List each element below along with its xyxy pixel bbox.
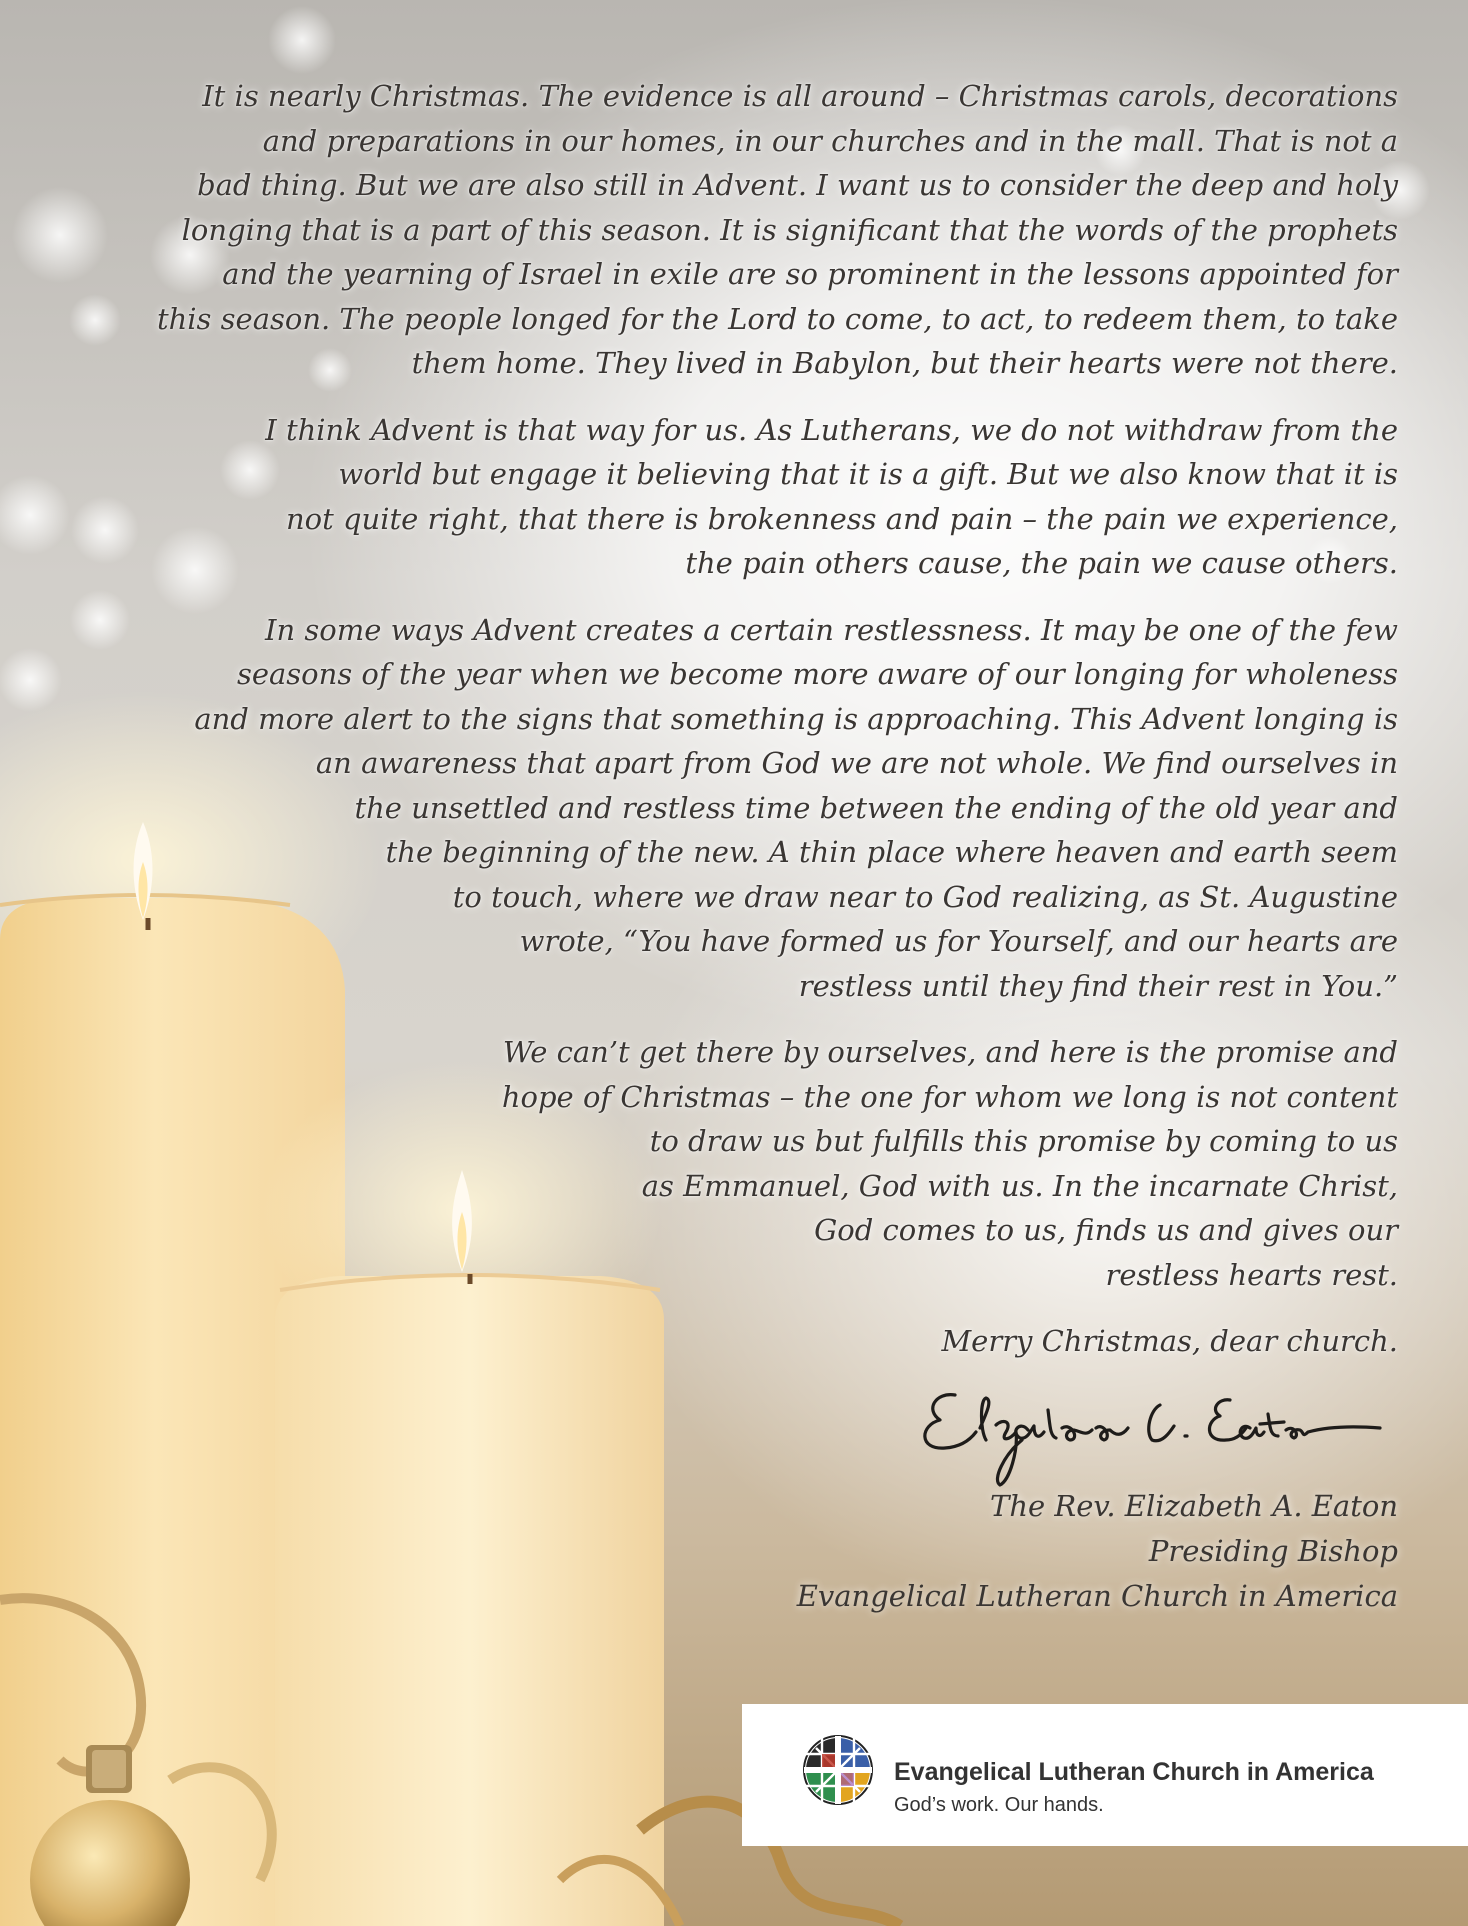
letter-line: the pain others cause, the pain we cause others.: [685, 546, 1398, 580]
letter-line: an awareness that apart from God we are not whole. We find ourselves in: [315, 746, 1398, 780]
letter-line: and the yearning of Israel in exile are so prominent in the lessons appointed for: [222, 257, 1398, 291]
letter-line: as Emmanuel, God with us. In the incarnate Christ,: [641, 1168, 1398, 1203]
letter-line: restless until they find their rest in You.”: [798, 968, 1398, 1003]
signer-organization: Evangelical Lutheran Church in America: [796, 1579, 1398, 1613]
letter-line: them home. They lived in Babylon, but their hearts were not there.: [411, 346, 1398, 380]
signature-block: [600, 1484, 1398, 1619]
letter-line: this season. The people longed for the Lord to come, to act, to redeem them, to take: [156, 301, 1398, 336]
letter-line: hope of Christmas – the one for whom we long is not content: [501, 1079, 1398, 1114]
letter-line: seasons of the year when we become more aware of our longing for wholeness: [236, 657, 1398, 691]
letter-line: longing that is a part of this season. It is significant that the words of the prophets: [181, 212, 1398, 247]
letter-line: and preparations in our homes, in our churches and in the mall. That is not a: [262, 123, 1398, 158]
letter-line: to draw us but fulfills this promise by coming to us: [649, 1124, 1398, 1158]
letter-line: and more alert to the signs that something is approaching. This Advent longing is: [194, 701, 1398, 736]
closing-line: Merry Christmas, dear church.: [941, 1324, 1398, 1358]
logo-organization-name: Evangelical Lutheran Church in America: [894, 1758, 1374, 1786]
letter-line: In some ways Advent creates a certain restlessness. It may be one of the few: [265, 612, 1398, 647]
letter-line: It is nearly Christmas. The evidence is all around – Christmas carols, decorations: [202, 79, 1398, 113]
letter-closing: [60, 1319, 1398, 1364]
letter-body: [60, 74, 1398, 1386]
letter-line: the beginning of the new. A thin place where heaven and earth seem: [385, 835, 1398, 869]
letter-line: to touch, where we draw near to God realizing, as St. Augustine: [452, 879, 1398, 914]
signer-title: Presiding Bishop: [1148, 1534, 1398, 1568]
letter-line: restless hearts rest.: [1105, 1257, 1398, 1292]
letter-paragraph: [60, 74, 1398, 386]
letter-line: the unsettled and restless time between the ending of the old year and: [354, 790, 1398, 825]
letter-line: world but engage it believing that it is a gift. But we also know that it is: [338, 457, 1398, 491]
signer-name: The Rev. Elizabeth A. Eaton: [990, 1489, 1398, 1523]
elca-cross-icon: [802, 1734, 874, 1806]
letter-line: bad thing. But we are also still in Advent. I want us to consider the deep and holy: [197, 168, 1398, 202]
letter-paragraph: [60, 1030, 1398, 1297]
letter-paragraph: [60, 608, 1398, 1009]
letter-line: We can’t get there by ourselves, and here is the promise and: [502, 1035, 1398, 1069]
elca-logo-box: [742, 1704, 1468, 1846]
letter-paragraph: [60, 408, 1398, 586]
letter-line: not quite right, that there is brokenness and pain – the pain we experience,: [285, 501, 1398, 536]
logo-tagline: God’s work. Our hands.: [894, 1794, 1104, 1816]
letter-line: I think Advent is that way for us. As Lutherans, we do not withdraw from the: [265, 412, 1398, 447]
letter-line: God comes to us, finds us and gives our: [814, 1213, 1398, 1247]
handwritten-signature: [900, 1370, 1400, 1490]
letter-line: wrote, “You have formed us for Yourself, and our hearts are: [519, 924, 1398, 958]
